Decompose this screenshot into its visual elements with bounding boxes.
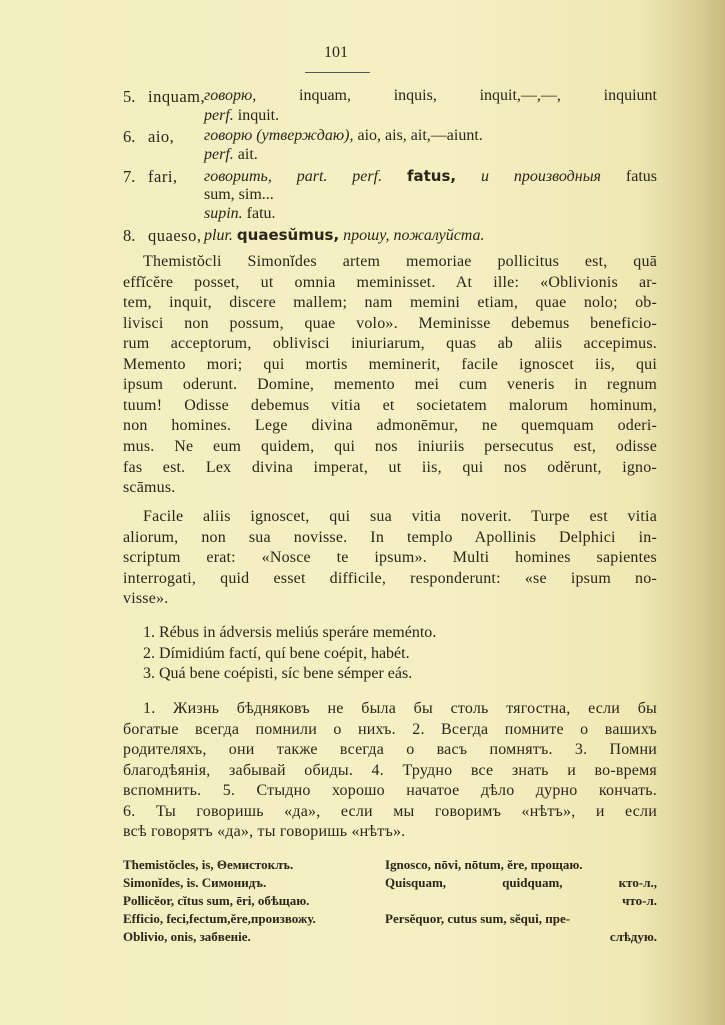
text-line: ipsum oderunt. Domine, memento mei cum veneris in regnum (123, 376, 657, 394)
vocab-form: aio, ais, ait,—aiunt. (353, 127, 483, 144)
footnote-entry: Ignosco, nōvi, nōtum, ĕre, прощаю. (385, 857, 583, 872)
text-line: родителяхъ, они также всегда о васъ помнятъ. 3. Помни (123, 741, 657, 758)
footnote-entry: Efficio, feci,fectum,ĕre,произвожу. (123, 911, 316, 926)
text-line: tem, inquit, discere mallem; nam memini etiam, quae nolo; ob- (123, 294, 657, 312)
footnote-entry: Simonĭdes, is. Симонидъ. (123, 875, 267, 890)
vocab-gloss: говорить, part. perf. (204, 168, 383, 185)
vocab-number: 6. (123, 127, 136, 146)
text-line: tuum! Odisse debemus vitia et societatem malorum hominum, (123, 396, 657, 414)
text-line: visse». (123, 590, 169, 607)
text-line: non homines. Lege divina admonēmur, ne quemquam oderi- (123, 417, 657, 435)
vocab-line (204, 167, 657, 186)
proverb: 1. Rébus in ádversis meliús speráre meménto. (143, 624, 437, 641)
text-line: livisci non possum, quae volo». Meminisse debemus beneficio- (123, 314, 657, 332)
vocab-form: fatus (625, 168, 658, 185)
vocab-form: fatu. (242, 205, 276, 222)
vocab-gloss: и производныя (481, 168, 601, 185)
text-line: благодѣянія, забывай обиды. 4. Трудно все знать и во-время (123, 761, 657, 779)
vocab-form: ait. (233, 146, 258, 163)
text-line: fas est. Lex divina imperat, ut iis, qui nos odĕrunt, igno- (123, 458, 657, 476)
footnote-entry: слѣдую. (609, 929, 657, 944)
vocab-line (204, 226, 657, 245)
text-line: 1. Жизнь бѣдняковъ не была бы столь тягостна, если бы (143, 700, 657, 717)
text-line: Memento mori; qui mortis meminerit, facile ignoscet iis, qui (123, 355, 657, 373)
vocab-gloss: perf. (204, 107, 234, 124)
vocab-form: inquam, inquis, inquit,—,—, inquiunt (256, 87, 657, 104)
text-line: rum acceptorum, oblivisci iniuriarum, quas ab aliis accepimus. (123, 335, 657, 353)
vocab-line (204, 186, 657, 204)
text-line: Themistŏcli Simonĭdes artem memoriae pollicitus est, quā (143, 253, 657, 270)
vocab-form: inquit. (233, 107, 280, 124)
vocab-line (204, 205, 657, 223)
text-line: scāmus. (123, 479, 176, 497)
vocab-headword: fari, (148, 167, 178, 186)
vocab-line (204, 87, 657, 105)
vocab-gloss: supin. (204, 205, 243, 222)
text-line: вспомнить. 5. Стыдно хорошо начатое дѣло дурно кончать. (123, 782, 657, 799)
footnote-entry: Themistŏcles, is, Θемистоклъ. (123, 857, 294, 872)
vocab-gloss: говорю, (204, 87, 257, 104)
vocab-number: 7. (123, 167, 136, 186)
proverb: 2. Dímidiúm factí, quí bene coépit, habét. (143, 644, 410, 662)
text-line: 6. Ты говоришь «да», если мы говоримъ «нѣтъ», и если (123, 802, 657, 820)
text-line: всѣ говорятъ «да», ты говоришь «нѣтъ». (123, 823, 406, 840)
footnote-entry: Quisquam, quidquam, кто-л., (385, 875, 657, 890)
vocab-form: fatus, (406, 167, 457, 185)
text-line: interrogati, quid esset difficile, responderunt: «se ipsum no- (123, 569, 657, 587)
vocab-gloss: perf. (204, 146, 234, 163)
vocab-form: quaesŭmus, (236, 226, 340, 244)
vocab-line (204, 107, 657, 125)
footnote-entry: что-л. (622, 893, 657, 908)
vocab-abbr: plur. (204, 227, 233, 244)
text-line: богатые всегда помнили о нихъ. 2. Всегда помните о вашихъ (123, 720, 657, 738)
vocab-number: 8. (123, 226, 136, 245)
proverb: 3. Quá bene coépisti, síc bene sémper eás. (143, 665, 413, 682)
vocab-line (204, 127, 657, 145)
vocab-headword: quaeso, (148, 226, 202, 245)
vocab-number: 5. (123, 87, 136, 106)
vocab-form: sum, sim... (204, 186, 274, 203)
text-line: Facile aliis ignoscet, qui sua vitia noverit. Turpe est vitia (143, 508, 657, 525)
footnote-entry: Oblivio, onis, забвеніе. (123, 929, 251, 944)
vocab-headword: aio, (148, 127, 175, 146)
header-rule (305, 72, 370, 73)
text-line: scriptum erat: «Nosce te ipsum». Multi homines sapientes (123, 549, 657, 566)
text-line: mus. Ne eum quidem, qui nos iniuriis persecutus est, odisse (123, 437, 657, 455)
vocab-gloss: говорю (утверждаю), (204, 127, 354, 144)
page-number: 101 (324, 44, 348, 61)
text-line: aliorum, non sua novisse. In templo Apollinis Delphici in- (123, 528, 657, 546)
text-line: effĭcĕre posset, ut omnia meminisset. At ille: «Oblivionis ar- (123, 273, 657, 291)
vocab-line (204, 146, 657, 164)
vocab-headword: inquam, (148, 87, 206, 106)
footnote-entry: Persĕquor, cutus sum, sĕqui, пре- (385, 911, 571, 926)
vocab-gloss: прошу, пожалуйста. (343, 227, 485, 244)
footnote-entry: Pollicĕor, cĭtus sum, ēri, обѣщаю. (123, 893, 310, 908)
